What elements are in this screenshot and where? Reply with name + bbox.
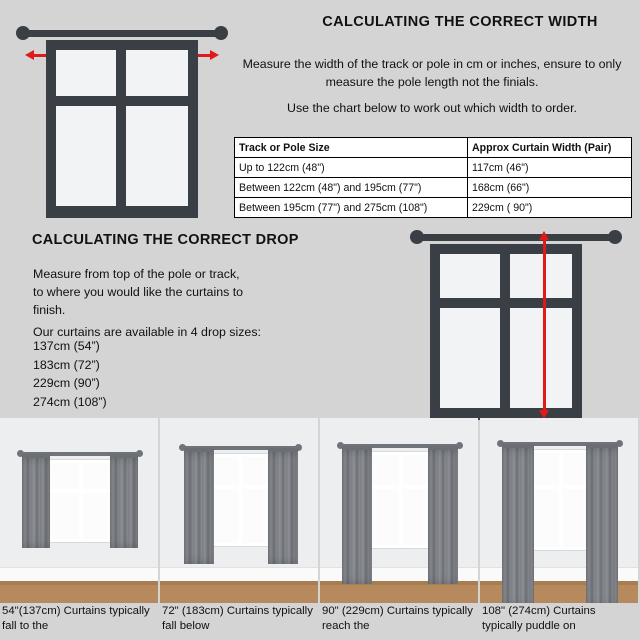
example-caption-108: 108" (274cm) Curtains typically puddle on: [482, 605, 596, 632]
example-photo-90: [320, 418, 478, 603]
curtain-right: [428, 446, 458, 584]
table-cell-size: Up to 122cm (48"): [235, 158, 468, 178]
drop-section-paragraph-1: Measure from top of the pole or track, to where you would like the curtains to finish.: [33, 267, 244, 317]
floor: [160, 581, 318, 603]
table-cell-width: 117cm (46"): [468, 158, 632, 178]
pole-finial-left: [410, 230, 424, 244]
window-pane-bottom-left: [56, 106, 116, 206]
drop-measure-arrow: [543, 240, 546, 410]
curtain-right: [268, 448, 298, 564]
drop-size-item: 274cm (108”): [33, 394, 107, 409]
window-pane-top-right: [510, 254, 572, 298]
width-section-heading: CALCULATING THE CORRECT WIDTH: [322, 14, 598, 30]
curtain-left: [22, 454, 50, 548]
width-section-paragraph-1: Measure the width of the track or pole in cm or inches, ensure to only measure the pole length not the finials.: [242, 57, 622, 89]
table-cell-width: 229cm ( 90"): [468, 198, 632, 218]
table-header-row: [235, 138, 632, 158]
example-caption-54: 54"(137cm) Curtains typically fall to the: [2, 605, 150, 632]
window-pane-top-right: [126, 50, 188, 96]
table-cell-width: 168cm (66"): [468, 178, 632, 198]
example-cell-72: [160, 418, 318, 640]
floor: [0, 581, 158, 603]
table-cell-size: Between 195cm (77") and 275cm (108"): [235, 198, 468, 218]
window-mullion: [559, 453, 563, 547]
window-pane-bottom-right: [126, 106, 188, 206]
skirting-board: [0, 567, 158, 581]
table-cell-size: Between 122cm (48") and 195cm (77"): [235, 178, 468, 198]
window-mullion: [399, 455, 403, 545]
pole-finial-left: [16, 26, 30, 40]
example-cell-90: [320, 418, 478, 640]
drop-window-illustration: [408, 226, 632, 416]
table-row: [235, 198, 632, 218]
drop-sizes-list: [33, 337, 233, 411]
curtain-right: [586, 444, 618, 603]
example-photo-108: [480, 418, 638, 603]
window-pane-top-left: [440, 254, 500, 298]
example-photo-72: [160, 418, 318, 603]
example-cell-54: [0, 418, 158, 640]
table-header-cell-size: Track or Pole Size: [235, 138, 468, 158]
drop-section-heading: CALCULATING THE CORRECT DROP: [32, 232, 299, 248]
curtain-pole: [418, 234, 614, 241]
drop-size-item: 183cm (72”): [33, 357, 100, 372]
example-photo-strip: [0, 418, 640, 640]
pole-finial-right: [608, 230, 622, 244]
skirting-board: [160, 567, 318, 581]
example-caption-72: 72" (183cm) Curtains typically fall below: [162, 605, 313, 632]
drop-section-paragraph-2: Our curtains are available in 4 drop sizes:: [33, 325, 261, 339]
example-caption-90: 90" (229cm) Curtains typically reach the: [322, 605, 473, 632]
floor: [320, 581, 478, 603]
curtain-left: [342, 446, 372, 584]
drop-size-item: 229cm (90”): [33, 376, 100, 391]
curtain-right: [110, 454, 138, 548]
drop-size-item: 137cm (54”): [33, 339, 100, 353]
window-pane-bottom-left: [440, 308, 500, 408]
curtain-left: [184, 448, 214, 564]
table-row: [235, 158, 632, 178]
window-mullion: [239, 457, 243, 543]
example-photo-54: [0, 418, 158, 603]
size-chart-table: [234, 137, 632, 218]
window-pane-bottom-right: [510, 308, 572, 408]
table-header-cell-width: Approx Curtain Width (Pair): [468, 138, 632, 158]
window-pane-top-left: [56, 50, 116, 96]
curtain-pole: [24, 30, 220, 37]
width-window-illustration: [14, 14, 238, 214]
table-row: [235, 178, 632, 198]
example-cell-108: [480, 418, 638, 640]
window-mullion: [79, 463, 83, 539]
pole-finial-right: [214, 26, 228, 40]
curtain-left: [502, 444, 534, 603]
width-section-paragraph-2: Use the chart below to work out which width to order.: [287, 101, 577, 115]
